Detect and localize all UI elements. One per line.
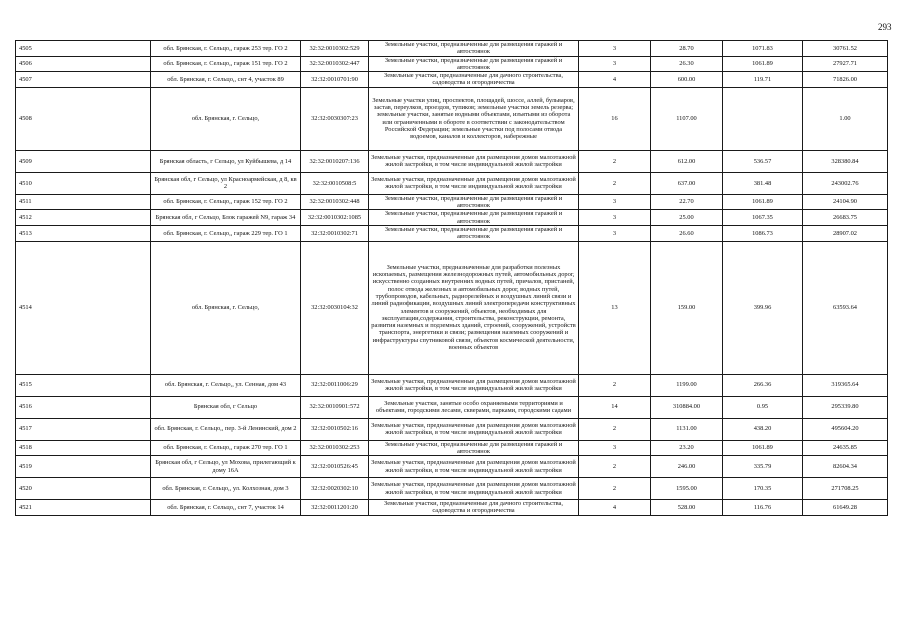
use-group-cell: 2: [579, 418, 651, 440]
cadastral-number-cell: 32:32:0010302:253: [301, 440, 369, 456]
unit-value-cell: 119.71: [723, 72, 803, 88]
use-group-cell: 4: [579, 72, 651, 88]
address-cell: обл. Брянская, г. Сельцо,, гараж 270 тер. ГО 1: [151, 440, 301, 456]
unit-value-cell: 1061.89: [723, 56, 803, 72]
cadastral-value-table: [15, 40, 888, 516]
table-row: [16, 56, 888, 72]
table-row: [16, 194, 888, 210]
area-cell: 22.70: [651, 194, 723, 210]
use-group-cell: 2: [579, 456, 651, 478]
cadastral-number-cell: 32:32:0030104:32: [301, 241, 369, 374]
row-number: 4513: [16, 225, 151, 241]
table-row: [16, 440, 888, 456]
area-cell: 246.00: [651, 456, 723, 478]
unit-value-cell: 1061.89: [723, 440, 803, 456]
unit-value-cell: 0.95: [723, 396, 803, 418]
use-group-cell: 2: [579, 150, 651, 172]
address-cell: Брянская область, г Сельцо, ул Куйбышева, д 14: [151, 150, 301, 172]
cadastral-value-cell: 82604.34: [803, 456, 888, 478]
table-row: [16, 456, 888, 478]
area-cell: 1595.00: [651, 478, 723, 500]
table-row: [16, 418, 888, 440]
use-group-cell: 3: [579, 194, 651, 210]
use-group-cell: 14: [579, 396, 651, 418]
area-cell: 1107.00: [651, 87, 723, 150]
cadastral-value-cell: 61649.28: [803, 500, 888, 516]
address-cell: обл. Брянская, г. Сельцо,: [151, 241, 301, 374]
land-use-cell: Земельные участки, предназначенные для размещения домов малоэтажной жилой застройки, в том числе индивидуальной жилой застройки: [369, 172, 579, 194]
table-row: [16, 72, 888, 88]
cadastral-value-cell: 1.00: [803, 87, 888, 150]
row-number: 4517: [16, 418, 151, 440]
row-number: 4514: [16, 241, 151, 374]
land-use-cell: Земельные участки, предназначенные для размещения домов малоэтажной жилой застройки, в том числе индивидуальной жилой застройки: [369, 374, 579, 396]
land-use-cell: Земельные участки, предназначенные для размещения гаражей и автостоянок: [369, 194, 579, 210]
cadastral-number-cell: 32:32:0010508:5: [301, 172, 369, 194]
row-number: 4505: [16, 41, 151, 57]
cadastral-number-cell: 32:32:0010526:45: [301, 456, 369, 478]
area-cell: 23.20: [651, 440, 723, 456]
unit-value-cell: [723, 87, 803, 150]
row-number: 4508: [16, 87, 151, 150]
table-row: [16, 150, 888, 172]
unit-value-cell: 1071.83: [723, 41, 803, 57]
unit-value-cell: 335.79: [723, 456, 803, 478]
cadastral-number-cell: 32:32:0020302:10: [301, 478, 369, 500]
cadastral-value-cell: 63593.64: [803, 241, 888, 374]
unit-value-cell: 266.36: [723, 374, 803, 396]
cadastral-number-cell: 32:32:0010701:90: [301, 72, 369, 88]
area-cell: 600.00: [651, 72, 723, 88]
area-cell: 28.70: [651, 41, 723, 57]
land-use-cell: Земельные участки, предназначенные для размещения гаражей и автостоянок: [369, 210, 579, 226]
land-use-cell: Земельные участки, предназначенные для размещения домов малоэтажной жилой застройки, в том числе индивидуальной жилой застройки: [369, 150, 579, 172]
cadastral-value-cell: 27927.71: [803, 56, 888, 72]
use-group-cell: 3: [579, 225, 651, 241]
row-number: 4510: [16, 172, 151, 194]
cadastral-value-cell: 30761.52: [803, 41, 888, 57]
use-group-cell: 16: [579, 87, 651, 150]
row-number: 4518: [16, 440, 151, 456]
area-cell: 25.00: [651, 210, 723, 226]
use-group-cell: 3: [579, 440, 651, 456]
unit-value-cell: 116.76: [723, 500, 803, 516]
cadastral-number-cell: 32:32:0011201:20: [301, 500, 369, 516]
table-row: [16, 87, 888, 150]
row-number: 4519: [16, 456, 151, 478]
row-number: 4512: [16, 210, 151, 226]
area-cell: 637.00: [651, 172, 723, 194]
address-cell: обл. Брянская, г. Сельцо,: [151, 87, 301, 150]
table-row: [16, 210, 888, 226]
table-row: [16, 374, 888, 396]
cadastral-value-cell: 243002.76: [803, 172, 888, 194]
table-row: [16, 478, 888, 500]
land-use-cell: Земельные участки, предназначенные для размещения домов малоэтажной жилой застройки, в том числе индивидуальной жилой застройки: [369, 478, 579, 500]
unit-value-cell: 399.96: [723, 241, 803, 374]
address-cell: Брянская обл, г Сельцо: [151, 396, 301, 418]
cadastral-value-cell: 71826.00: [803, 72, 888, 88]
unit-value-cell: 1086.73: [723, 225, 803, 241]
table-row: [16, 241, 888, 374]
land-use-cell: Земельные участки, предназначенные для размещения гаражей и автостоянок: [369, 225, 579, 241]
area-cell: 26.30: [651, 56, 723, 72]
row-number: 4506: [16, 56, 151, 72]
address-cell: обл. Брянская, г. Сельцо,, ул. Сенная, дом 43: [151, 374, 301, 396]
cadastral-value-cell: 295339.80: [803, 396, 888, 418]
address-cell: обл. Брянская, г. Сельцо,, снт 4, участок 89: [151, 72, 301, 88]
cadastral-number-cell: 32:32:0030307:23: [301, 87, 369, 150]
land-use-cell: Земельные участки, предназначенные для размещения гаражей и автостоянок: [369, 56, 579, 72]
cadastral-value-cell: 495604.20: [803, 418, 888, 440]
table-body: [16, 41, 888, 516]
use-group-cell: 2: [579, 172, 651, 194]
use-group-cell: 13: [579, 241, 651, 374]
cadastral-value-cell: 319365.64: [803, 374, 888, 396]
address-cell: Брянская обл, г Сельцо, ул Красноармейская, д 8, кв 2: [151, 172, 301, 194]
unit-value-cell: 1067.35: [723, 210, 803, 226]
cadastral-number-cell: 32:32:0011006:29: [301, 374, 369, 396]
row-number: 4516: [16, 396, 151, 418]
page-number: 293: [878, 22, 892, 32]
cadastral-value-cell: 26683.75: [803, 210, 888, 226]
land-use-cell: Земельные участки, занятые особо охраняемыми территориями и объектами, городскими лесами, скверами, парками, городскими садами: [369, 396, 579, 418]
cadastral-value-cell: 28907.02: [803, 225, 888, 241]
row-number: 4509: [16, 150, 151, 172]
cadastral-number-cell: 32:32:0010302:448: [301, 194, 369, 210]
area-cell: 1131.00: [651, 418, 723, 440]
row-number: 4521: [16, 500, 151, 516]
land-use-cell: Земельные участки, предназначенные для размещения гаражей и автостоянок: [369, 440, 579, 456]
land-use-cell: Земельные участки, предназначенные для размещения гаражей и автостоянок: [369, 41, 579, 57]
row-number: 4507: [16, 72, 151, 88]
cadastral-value-cell: 271708.25: [803, 478, 888, 500]
table-row: [16, 396, 888, 418]
address-cell: обл. Брянская, г. Сельцо,, гараж 253 тер. ГО 2: [151, 41, 301, 57]
address-cell: обл. Брянская, г. Сельцо,, ул. Колхозная, дом 3: [151, 478, 301, 500]
address-cell: обл. Брянская, г. Сельцо,, снт 7, участок 14: [151, 500, 301, 516]
area-cell: 528.00: [651, 500, 723, 516]
cadastral-number-cell: 32:32:0010302:1085: [301, 210, 369, 226]
cadastral-value-cell: 24104.90: [803, 194, 888, 210]
unit-value-cell: 438.20: [723, 418, 803, 440]
table-row: [16, 500, 888, 516]
area-cell: 1199.00: [651, 374, 723, 396]
row-number: 4511: [16, 194, 151, 210]
table-row: [16, 172, 888, 194]
unit-value-cell: 170.35: [723, 478, 803, 500]
cadastral-number-cell: 32:32:0010207:136: [301, 150, 369, 172]
address-cell: обл. Брянская, г. Сельцо,, гараж 229 тер. ГО 1: [151, 225, 301, 241]
cadastral-number-cell: 32:32:0010302:529: [301, 41, 369, 57]
unit-value-cell: 381.48: [723, 172, 803, 194]
area-cell: 310884.00: [651, 396, 723, 418]
use-group-cell: 2: [579, 478, 651, 500]
area-cell: 26.60: [651, 225, 723, 241]
land-use-cell: Земельные участки, предназначенные для размещения домов малоэтажной жилой застройки, в том числе индивидуальной жилой застройки: [369, 456, 579, 478]
land-use-cell: Земельные участки, предназначенные для дачного строительства, садоводства и огородничества: [369, 72, 579, 88]
unit-value-cell: 1061.89: [723, 194, 803, 210]
cadastral-number-cell: 32:32:0010502:16: [301, 418, 369, 440]
cadastral-value-cell: 24635.85: [803, 440, 888, 456]
land-use-cell: Земельные участки улиц, проспектов, площадей, шоссе, аллей, бульваров, застав, переулков, проездов, тупиков; земельные участки земель резерва; земельные участки, занятые водными объектами, изъятыми из оборота или ограниченными в обороте в соответствии с законодательством Российской Федерации; земельные участки под полосами отвода водоемов, каналов и коллекторов, набережные: [369, 87, 579, 150]
use-group-cell: 2: [579, 374, 651, 396]
address-cell: обл. Брянская, г. Сельцо,, гараж 152 тер. ГО 2: [151, 194, 301, 210]
use-group-cell: 3: [579, 210, 651, 226]
use-group-cell: 4: [579, 500, 651, 516]
cadastral-number-cell: 32:32:0010901:572: [301, 396, 369, 418]
use-group-cell: 3: [579, 41, 651, 57]
cadastral-number-cell: 32:32:0010302:447: [301, 56, 369, 72]
address-cell: обл. Брянская, г. Сельцо,, пер. 3-й Ленинский, дом 2: [151, 418, 301, 440]
area-cell: 159.00: [651, 241, 723, 374]
row-number: 4520: [16, 478, 151, 500]
cadastral-number-cell: 32:32:0010302:71: [301, 225, 369, 241]
land-use-cell: Земельные участки, предназначенные для дачного строительства, садоводства и огородничества: [369, 500, 579, 516]
row-number: 4515: [16, 374, 151, 396]
address-cell: обл. Брянская, г. Сельцо,, гараж 151 тер. ГО 2: [151, 56, 301, 72]
use-group-cell: 3: [579, 56, 651, 72]
address-cell: Брянская обл, г Сельцо, Блок гаражей N9, гараж 34: [151, 210, 301, 226]
cadastral-value-cell: 328380.84: [803, 150, 888, 172]
table-row: [16, 41, 888, 57]
unit-value-cell: 536.57: [723, 150, 803, 172]
land-use-cell: Земельные участки, предназначенные для разработки полезных ископаемых, размещения железнодорожных путей, автомобильных дорог, искусственно созданных внутренних водных путей, причалов, пристаней, полос отвода железных и автомобильных дорог, водных путей, трубопроводов, кабельных, радиорелейных и воздушных линий связи и линий радиофикации, воздушных линий электропередачи конструктивных элементов и сооружений, объектов, необходимых для эксплуатации,содержания, строительства, реконструкции, ремонта, развития наземных и подземных зданий, строений, сооружений, устройств транспорта, энергетики и связи; размещения наземных сооружений и инфраструктуры спутниковой связи, объектов космической деятельности, военных объектов: [369, 241, 579, 374]
land-use-cell: Земельные участки, предназначенные для размещения домов малоэтажной жилой застройки, в том числе индивидуальной жилой застройки: [369, 418, 579, 440]
address-cell: Брянская обл, г Сельцо, ул Мохова, прилегающий к дому 16А: [151, 456, 301, 478]
area-cell: 612.00: [651, 150, 723, 172]
table-row: [16, 225, 888, 241]
